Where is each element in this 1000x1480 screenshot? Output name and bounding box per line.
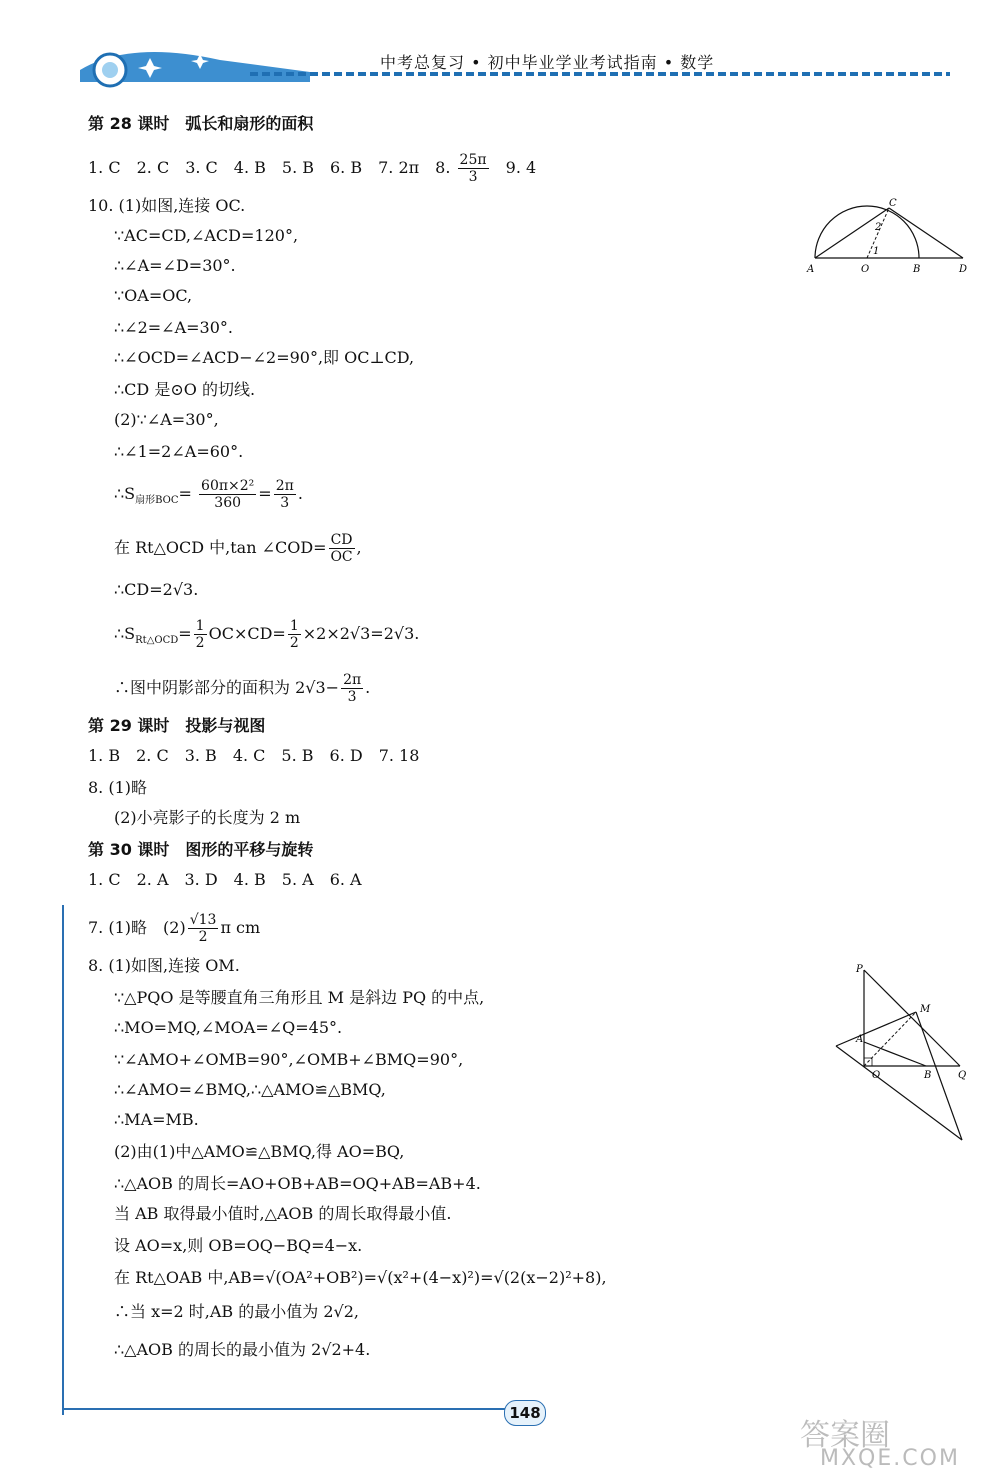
lesson30-line-10: ∴△AOB 的周长=AO+OB+AB=OQ+AB=AB+4. [114, 1174, 481, 1193]
fig1-label-C: C [889, 198, 897, 209]
watermark-text: 答案圈 [800, 1418, 890, 1453]
section-heading-28: 第 28 课时 弧长和扇形的面积 [88, 114, 314, 133]
fraction: $\frac{25\pi}{3}$ [459, 152, 487, 185]
lesson28-line-10: ∴∠1=2∠A=60°. [114, 442, 244, 461]
lesson28-line-14: $\therefore S_{Rt\triangle OCD}=$ $\frac{1}{2}$ OC×CD= $\frac{1}{2}$ ×2×2√3=2√3. [114, 618, 420, 651]
figure-semicircle-tangent [805, 196, 975, 286]
lesson28-line-7: ∴∠OCD=∠ACD−∠2=90°,即 OC⊥CD, [114, 348, 415, 367]
lesson28-line-4: ∴∠A=∠D=30°. [114, 256, 236, 275]
header-title: 中考总复习 • 初中毕业学业考试指南 • 数学 [380, 53, 715, 72]
lesson29-line-2: 8. (1)略 [88, 778, 148, 797]
lesson28-line-3: ∵AC=CD,∠ACD=120°, [114, 226, 299, 245]
fig2-label-P: P [856, 964, 863, 975]
lesson30-line-3: 8. (1)如图,连接 OM. [88, 956, 240, 975]
header-divider [250, 72, 950, 76]
section-heading-29: 第 29 课时 投影与视图 [88, 716, 266, 735]
lesson28-line-15: ∴图中阴影部分的面积为 2√3− $\frac{2\pi}{3}$ . [114, 672, 371, 705]
watermark-url: MXQE.COM [820, 1446, 960, 1471]
fig2-label-Q: Q [958, 1070, 967, 1081]
section-heading-30: 第 30 课时 图形的平移与旋转 [88, 840, 314, 859]
lesson28-line-1: 1. C 2. C 3. C 4. B 5. B 6. B 7. 2π 8. $\frac{25\pi}{3}$ 9. 4 [88, 152, 537, 185]
page-header [0, 0, 1000, 90]
lesson30-line-15: ∴△AOB 的周长的最小值为 2√2+4. [114, 1340, 371, 1359]
lesson28-line-12: 在 Rt△OCD 中,tan ∠COD= $\frac{CD}{OC}$ , [114, 532, 362, 565]
lesson30-line-2: 7. (1)略 (2) $\frac{√13}{2}$ π cm [88, 912, 261, 945]
lesson28-line-11: $\therefore S_{扇形BOC}=$ $\frac{\text{60π×2²}}{360}$ = $\frac{2\pi}{3}$ . [114, 478, 303, 511]
fig2-label-A: A [856, 1034, 864, 1045]
fig2-label-O: O [872, 1070, 881, 1081]
lesson29-line-3: (2)小亮影子的长度为 2 m [114, 808, 301, 827]
lesson30-line-6: ∵∠AMO+∠OMB=90°,∠OMB+∠BMQ=90°, [114, 1050, 464, 1069]
fig1-label-2: 2 [875, 222, 882, 233]
lesson30-line-5: ∴MO=MQ,∠MOA=∠Q=45°. [114, 1018, 343, 1037]
lesson30-line-11: 当 AB 取得最小值时,△AOB 的周长取得最小值. [114, 1204, 452, 1223]
figure-right-triangle-rotation [830, 960, 970, 1145]
lesson30-line-14: ∴当 x=2 时,AB 的最小值为 2√2, [114, 1302, 359, 1321]
lesson28-line-6: ∴∠2=∠A=30°. [114, 318, 233, 337]
lesson30-line-4: ∵△PQO 是等腰直角三角形且 M 是斜边 PQ 的中点, [114, 988, 485, 1007]
lesson30-line-7: ∴∠AMO=∠BMQ,∴△AMO≌△BMQ, [114, 1080, 386, 1099]
lesson30-line-9: (2)由(1)中△AMO≌△BMQ,得 AO=BQ, [114, 1142, 405, 1161]
lesson30-line-12: 设 AO=x,则 OB=OQ−BQ=4−x. [114, 1236, 363, 1255]
lesson30-line-8: ∴MA=MB. [114, 1110, 199, 1129]
footer-rule [62, 1408, 512, 1410]
lesson28-line-9: (2)∵∠A=30°, [114, 410, 219, 429]
fig2-label-M: M [920, 1004, 931, 1015]
page-number: 148 [504, 1400, 546, 1426]
fig1-label-O: O [861, 264, 870, 275]
fig1-label-B: B [913, 264, 921, 275]
lesson30-line-1: 1. C 2. A 3. D 4. B 5. A 6. A [88, 870, 362, 889]
lesson30-line-13: 在 Rt△OAB 中,AB=√(OA²+OB²)=√(x²+(4−x)²)=√(2(x−2)²+8), [114, 1268, 607, 1287]
lesson28-line-13: ∴CD=2√3. [114, 580, 199, 599]
fig1-label-D: D [959, 264, 968, 275]
lesson28-line-2: 10. (1)如图,连接 OC. [88, 196, 246, 215]
lesson28-line-5: ∵OA=OC, [114, 286, 193, 305]
lesson28-line-8: ∴CD 是⊙O 的切线. [114, 380, 256, 399]
left-margin-rule [62, 905, 64, 1415]
fig1-label-1: 1 [873, 246, 880, 257]
fig2-label-B: B [924, 1070, 932, 1081]
lesson29-line-1: 1. B 2. C 3. B 4. C 5. B 6. D 7. 18 [88, 746, 420, 765]
header-logo-icon [70, 40, 330, 120]
fig1-label-A: A [807, 264, 815, 275]
